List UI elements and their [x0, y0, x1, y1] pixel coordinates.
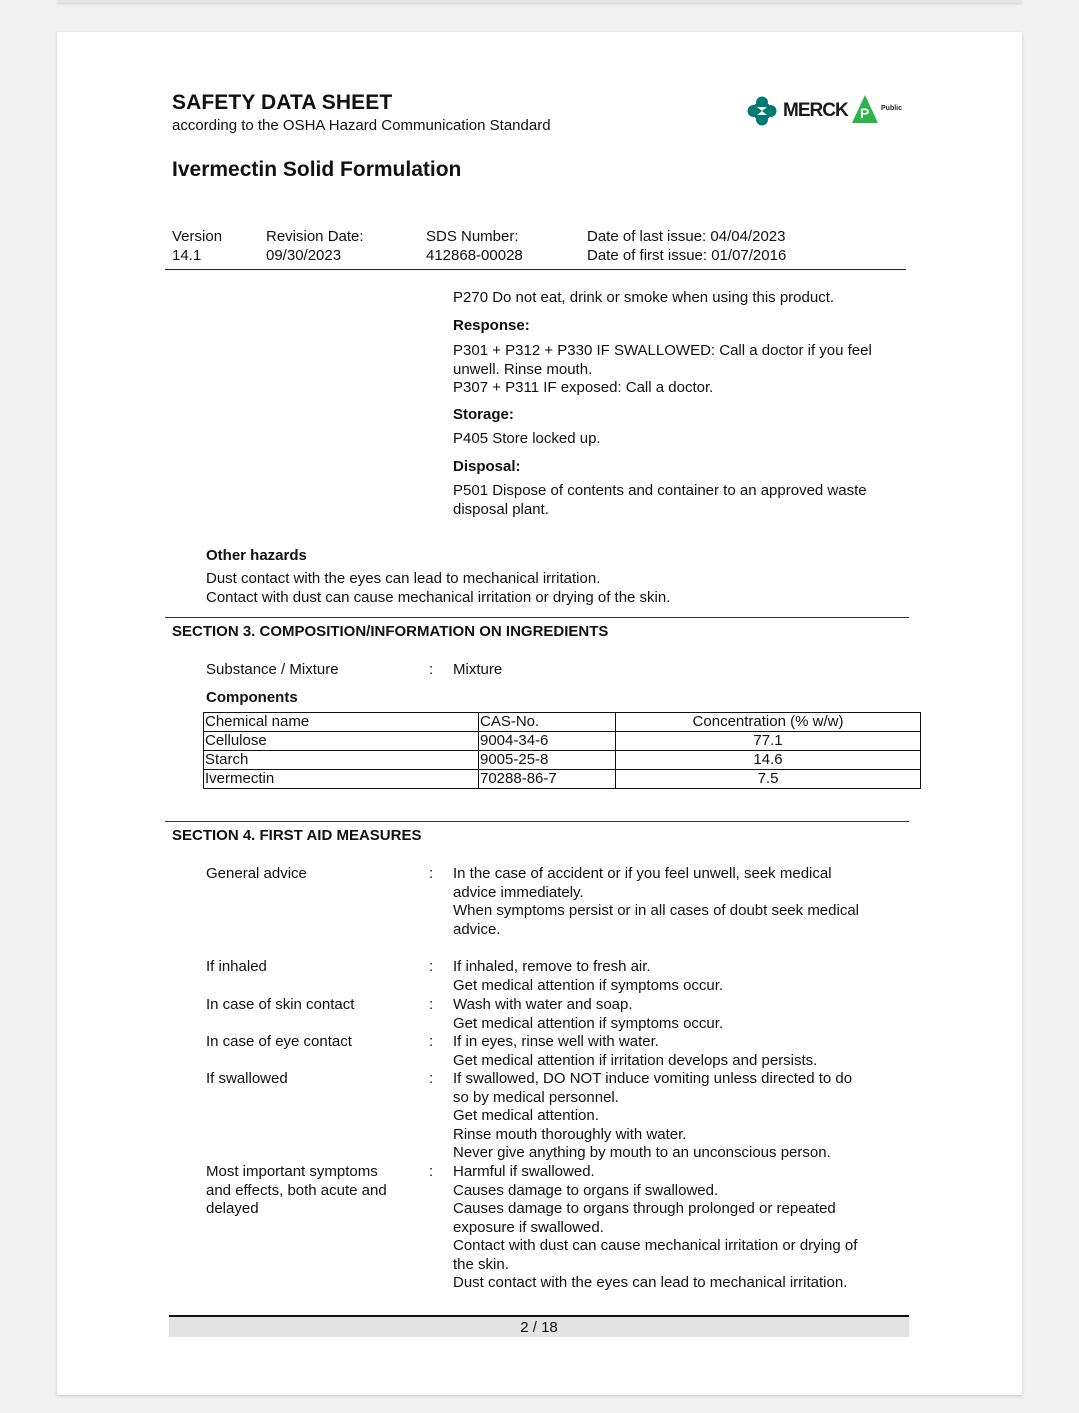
previous-page-edge [57, 0, 1022, 3]
label-line: Most important symptoms [206, 1163, 378, 1180]
page-indicator: 2 / 18 [169, 1317, 909, 1337]
cas-number-cell: 9004-34-6 [479, 732, 616, 751]
first-aid-line: Harmful if swallowed. [453, 1163, 595, 1180]
first-aid-line: Contact with dust can cause mechanical irritation or drying of [453, 1237, 858, 1254]
first-aid-line: advice. [453, 920, 501, 938]
cas-number-cell: 9005-25-8 [479, 751, 616, 770]
first-aid-line: In the case of accident or if you feel unwell, seek medical [453, 865, 832, 882]
table-header-cell: Concentration (% w/w) [616, 713, 921, 732]
first-aid-label: In case of eye contact [206, 1033, 352, 1050]
first-aid-line: advice immediately. [453, 883, 584, 901]
first-aid-label: In case of skin contact [206, 996, 355, 1013]
sds-number-block [426, 227, 523, 265]
response-heading: Response: [453, 317, 530, 334]
first-aid-value [453, 958, 913, 995]
product-name: Ivermectin Solid Formulation [172, 158, 462, 181]
first-aid-line: If inhaled, remove to fresh air. [453, 958, 651, 975]
section-3-heading: SECTION 3. COMPOSITION/INFORMATION ON INGREDIENTS [172, 623, 609, 640]
other-hazards-heading: Other hazards [206, 547, 307, 564]
first-aid-line: Rinse mouth thoroughly with water. [453, 1125, 687, 1143]
classification-label: Public [881, 105, 903, 112]
first-aid-value [453, 1070, 913, 1163]
response-line: unwell. Rinse mouth. [453, 360, 593, 378]
prevention-statement: P270 Do not eat, drink or smoke when using this product. [453, 289, 835, 306]
version-label: Version [172, 228, 223, 245]
sds-number-value: 412868-00028 [426, 247, 523, 264]
first-aid-line: Get medical attention if symptoms occur. [453, 1014, 724, 1032]
public-classification-badge [851, 94, 906, 126]
table-header-cell: CAS-No. [479, 713, 616, 732]
merck-emblem-icon [747, 96, 777, 126]
disposal-heading: Disposal: [453, 458, 521, 475]
first-aid-line: the skin. [453, 1255, 509, 1273]
first-aid-label: If inhaled [206, 958, 267, 975]
first-aid-line: Dust contact with the eyes can lead to mechanical irritation. [453, 1274, 848, 1291]
first-aid-value [453, 1163, 913, 1293]
revision-block [266, 227, 364, 265]
colon: : [429, 1033, 434, 1050]
table-row [204, 732, 921, 751]
response-statements [453, 342, 872, 398]
table-header-row [204, 713, 921, 732]
disposal-statements [453, 482, 867, 519]
issue-dates-block [587, 227, 786, 265]
first-aid-line: Causes damage to organs if swallowed. [453, 1181, 719, 1199]
storage-heading: Storage: [453, 406, 514, 423]
table-header-cell: Chemical name [204, 713, 479, 732]
first-aid-line: Get medical attention if irritation develops and persists. [453, 1051, 818, 1069]
first-aid-line: exposure if swallowed. [453, 1218, 604, 1236]
cas-number-cell: 70288-86-7 [479, 770, 616, 789]
hazard-line: Dust contact with the eyes can lead to mechanical irritation. [206, 570, 601, 587]
first-aid-line: Wash with water and soap. [453, 996, 633, 1013]
document-title: SAFETY DATA SHEET [172, 91, 393, 114]
first-aid-line: Causes damage to organs through prolonged or repeated [453, 1200, 836, 1217]
disposal-line: P501 Dispose of contents and container to an approved waste [453, 482, 867, 499]
concentration-cell: 14.6 [616, 751, 921, 770]
classification-letter: P [860, 105, 870, 121]
first-aid-label [206, 1163, 387, 1219]
first-aid-label: If swallowed [206, 1070, 288, 1087]
colon: : [429, 1163, 434, 1180]
merck-wordmark: MERCK [783, 100, 848, 121]
storage-statement: P405 Store locked up. [453, 430, 601, 447]
colon: : [429, 1070, 434, 1087]
colon: : [429, 958, 434, 975]
first-aid-label: General advice [206, 865, 307, 882]
first-aid-line: Never give anything by mouth to an unconscious person. [453, 1144, 831, 1161]
colon: : [429, 865, 434, 882]
chemical-name-cell: Ivermectin [204, 770, 479, 789]
section-divider [165, 821, 909, 822]
section-divider [165, 617, 909, 618]
colon: : [429, 661, 434, 678]
components-table [203, 712, 921, 789]
first-aid-value [453, 865, 913, 939]
version-value: 14.1 [172, 247, 202, 264]
table-row [204, 770, 921, 789]
first-issue-date: Date of first issue: 01/07/2016 [587, 247, 787, 264]
first-aid-line: If in eyes, rinse well with water. [453, 1033, 659, 1050]
chemical-name-cell: Starch [204, 751, 479, 770]
version-block [172, 227, 222, 265]
revision-label: Revision Date: [266, 228, 364, 245]
first-aid-line: so by medical personnel. [453, 1088, 619, 1106]
chemical-name-cell: Cellulose [204, 732, 479, 751]
sds-number-label: SDS Number: [426, 228, 519, 245]
first-aid-line: Get medical attention if symptoms occur. [453, 976, 724, 994]
first-aid-line: Get medical attention. [453, 1107, 599, 1124]
merck-logo [747, 94, 907, 128]
other-hazards-text [206, 570, 670, 607]
document-subtitle: according to the OSHA Hazard Communication Standard [172, 117, 551, 134]
document-page [57, 32, 1022, 1395]
first-aid-value [453, 996, 913, 1033]
hazard-line: Contact with dust can cause mechanical irritation or drying of the skin. [206, 588, 671, 606]
substance-value: Mixture [453, 661, 503, 678]
concentration-cell: 77.1 [616, 732, 921, 751]
section-4-heading: SECTION 4. FIRST AID MEASURES [172, 827, 422, 844]
label-line: delayed [206, 1200, 259, 1217]
table-row [204, 751, 921, 770]
concentration-cell: 7.5 [616, 770, 921, 789]
label-line: and effects, both acute and [206, 1181, 387, 1199]
first-aid-value [453, 1033, 913, 1070]
first-aid-line: When symptoms persist or in all cases of doubt seek medical [453, 902, 860, 919]
response-line: P301 + P312 + P330 IF SWALLOWED: Call a doctor if you feel [453, 342, 872, 359]
header-divider [165, 269, 906, 270]
substance-label: Substance / Mixture [206, 661, 339, 678]
components-heading: Components [206, 689, 298, 706]
first-aid-line: If swallowed, DO NOT induce vomiting unless directed to do [453, 1070, 853, 1087]
revision-value: 09/30/2023 [266, 247, 342, 264]
colon: : [429, 996, 434, 1013]
disposal-line: disposal plant. [453, 500, 549, 518]
last-issue-date: Date of last issue: 04/04/2023 [587, 228, 786, 245]
response-line: P307 + P311 IF exposed: Call a doctor. [453, 379, 714, 396]
